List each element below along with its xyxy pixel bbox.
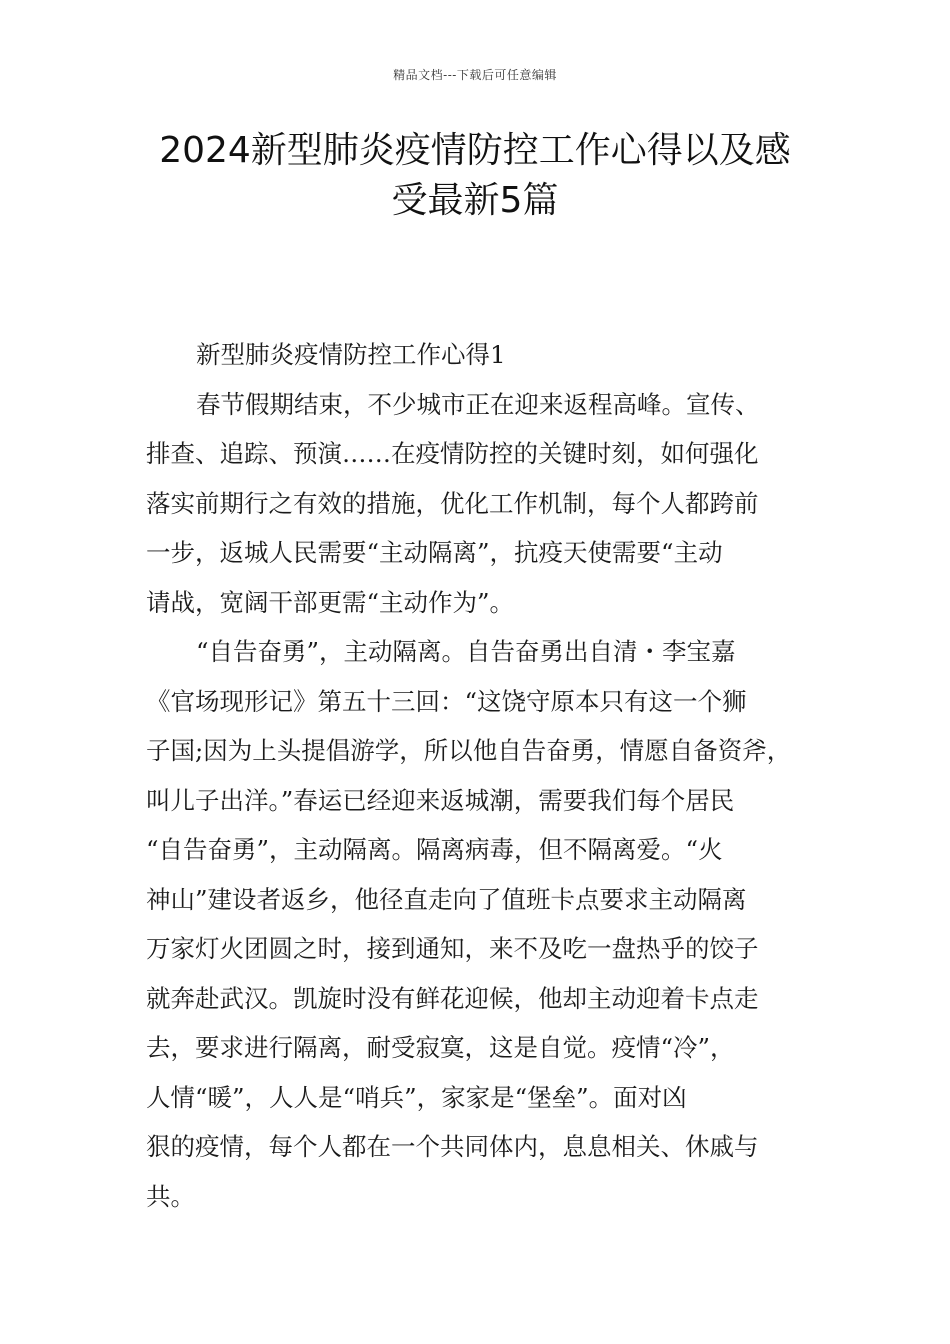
- paragraph-line: 排查、追踪、预演……在疫情防控的关键时刻，如何强化: [146, 439, 759, 468]
- paragraph-line: 叫儿子出洋。”春运已经迎来返城潮，需要我们每个居民: [146, 785, 735, 815]
- paragraph-line: 《官场现形记》第五十三回：“这饶守原本只有这一个狮: [146, 686, 747, 716]
- paragraph-line: 就奔赴武汉。凯旋时没有鲜花迎候，他却主动迎着卡点走: [146, 983, 759, 1013]
- paragraph-line: 一步，返城人民需要“主动隔离”，抗疫天使需要“主动: [146, 538, 723, 567]
- paragraph-line: 去，要求进行隔离，耐受寂寞，这是自觉。疫情“冷”，: [146, 1033, 735, 1062]
- paragraph-line: 子国;因为上头提倡游学，所以他自告奋勇，情愿自备资斧，: [146, 736, 792, 765]
- paragraph-line: 春节假期结束，不少城市正在迎来返程高峰。宣传、: [196, 389, 760, 419]
- document-title: [130, 126, 820, 226]
- title-line-1: 2024新型肺炎疫情防控工作心得以及感: [159, 130, 791, 171]
- section-heading: 新型肺炎疫情防控工作心得1: [196, 340, 506, 369]
- paragraph-line: “自告奋勇”，主动隔离。隔离病毒，但不隔离爱。“火: [146, 835, 723, 864]
- paragraph-line: 共。: [146, 1181, 195, 1211]
- paragraph-line: 人情“暖”，人人是“哨兵”，家家是“堡垒”。面对凶: [146, 1082, 687, 1112]
- header-note: 精品文档---下载后可任意编辑: [393, 68, 557, 82]
- paragraph-line: 落实前期行之有效的措施，优化工作机制，每个人都跨前: [146, 488, 759, 518]
- paragraph-line: “自告奋勇”，主动隔离。自告奋勇出自清・李宝嘉: [196, 637, 736, 666]
- paragraph-1: [146, 380, 836, 628]
- document-body: [146, 330, 836, 1221]
- paragraph-line: 神山”建设者返乡，他径直走向了值班卡点要求主动隔离: [146, 884, 747, 914]
- paragraph-2: [146, 627, 836, 1221]
- paragraph-line: 狠的疫情，每个人都在一个共同体内，息息相关、休戚与: [146, 1132, 759, 1161]
- paragraph-line: 万家灯火团圆之时，接到通知，来不及吃一盘热乎的饺子: [146, 934, 759, 963]
- paragraph-line: 请战，宽阔干部更需“主动作为”。: [146, 587, 515, 617]
- title-line-2: 受最新5篇: [391, 180, 559, 221]
